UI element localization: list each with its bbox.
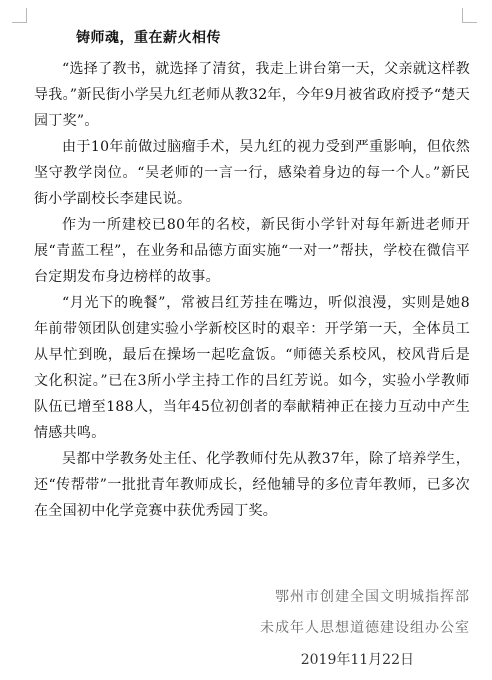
signature-date: 2019年11月22日 (300, 652, 414, 668)
paragraph-2: 由于10年前做过脑瘤手术，吴九红的视力受到严重影响，但依然坚守教学岗位。“吴老师的一言一行，感染着身边的每一个人。”新民街小学副校长李建民说。 (34, 139, 470, 207)
crop-mark-top-right (462, 8, 477, 23)
crop-mark-top-left (12, 8, 27, 23)
signature-org-line-1: 鄂州市创建全国文明城指挥部 (275, 589, 470, 605)
paragraph-5: 吴都中学教务处主任、化学教师付先从教37年，除了培养学生，还“传帮带”一批批青年教师成长，经他辅导的多位青年教师，已多次在全国初中化学竞赛中获优秀园丁奖。 (34, 451, 470, 519)
paragraph-1: “选择了教书，就选择了清贫，我走上讲台第一天，父亲就这样教导我。”新民街小学吴九红老师从教32年，今年9月被省政府授予“楚天园丁奖”。 (34, 61, 470, 129)
article-title: 铸师魂，重在薪火相传 (76, 30, 221, 46)
paragraph-4: “月光下的晚餐”，常被吕红芳挂在嘴边，听似浪漫，实则是她8年前带领团队创建实验小学新校区时的艰辛：开学第一天，全体员工从早忙到晚，最后在操场一起吃盒饭。“师德关系校风，校风背后是文化积淀。”已在3所小学主持工作的吕红芳说。如今，实验小学教师队伍已增至188人，当年45位初创者的奉献精神正在接力互动中产生情感共鸣。 (34, 295, 470, 441)
signature-org-line-2: 未成年人思想道德建设组办公室 (260, 620, 470, 636)
paragraph-3: 作为一所建校已80年的名校，新民街小学针对每年新进老师开展“青蓝工程”，在业务和品德方面实施“一对一”帮扶，学校在微信平台定期发布身边榜样的故事。 (34, 217, 470, 285)
document-body (34, 22, 470, 524)
